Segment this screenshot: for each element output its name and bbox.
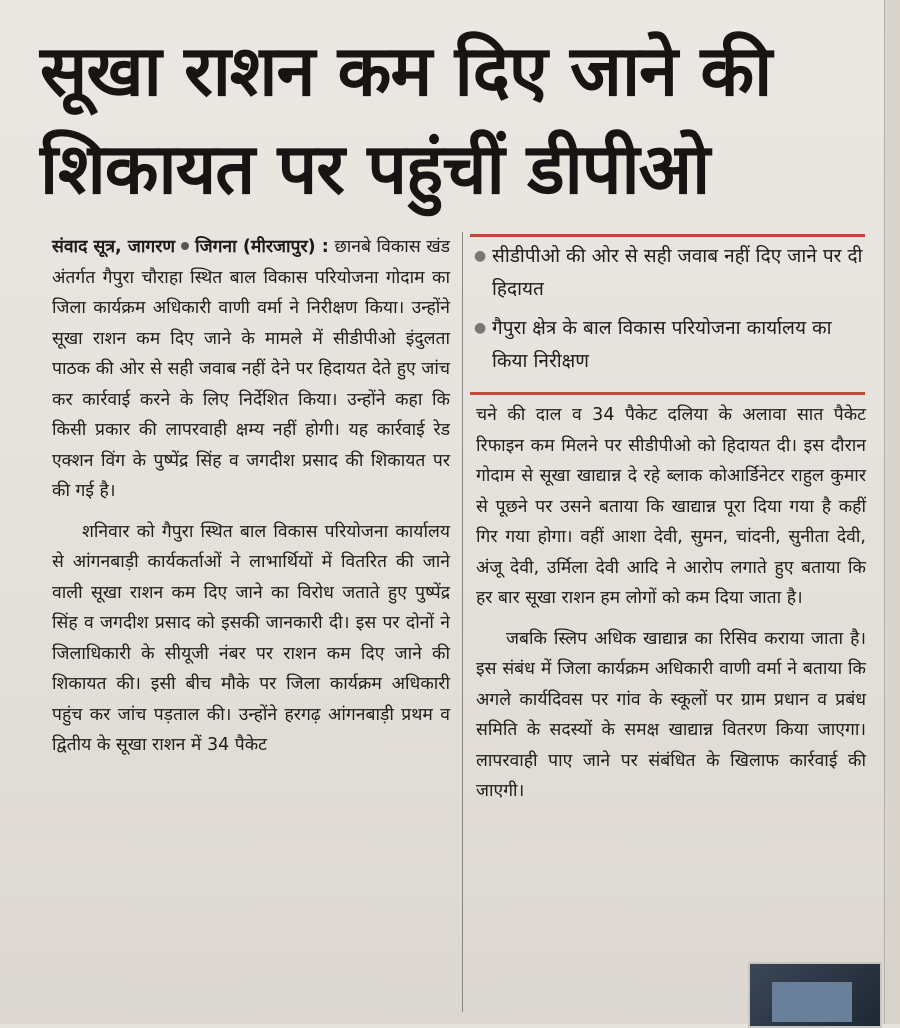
- photo-thumbnail: [748, 962, 882, 1028]
- highlights-box: [474, 240, 864, 384]
- headline-line-2: शिकायत पर पहुंचीं डीपीओ: [40, 128, 710, 210]
- article-paragraph-2: शनिवार को गैपुरा स्थित बाल विकास परियोजना कार्यालय से आंगनबाड़ी कार्यकर्ताओं ने लाभार्थियों में वितरित की जाने वाली सूखा राशन कम दिए जाने का विरोध जताते हुए पुष्पेंद्र सिंह व जगदीश प्रसाद को इसकी जानकारी दी। इस पर दोनों ने जिलाधिकारी के सीयूजी नंबर पर राशन कम दिए जाने की शिकायत की। इसी बीच मौके पर जिला कार्यक्रम अधिकारी पहुंच कर जांच पड़ताल की। उन्होंने हरगढ़ आंगनबाड़ी प्रथम व द्वितीय के सूखा राशन में 34 पैकेट: [52, 521, 450, 755]
- highlights-top-rule: [470, 234, 865, 237]
- dateline-place: जिगना (मीरजापुर) :: [195, 237, 329, 257]
- headline: [40, 22, 870, 218]
- headline-line-1: सूखा राशन कम दिए जाने की: [40, 30, 772, 112]
- article-paragraph-4: जबकि स्लिप अधिक खाद्यान्न का रिसिव कराया जाता है। इस संबंध में जिला कार्यक्रम अधिकारी वाणी वर्मा ने बताया कि अगले कार्यदिवस पर गांव के स्कूलों पर ग्राम प्रधान व प्रबंध समिति के सदस्यों के समक्ष खाद्यान्न वितरण किया जाएगा। लापरवाही पाए जाने पर संबंधित के खिलाफ कार्रवाई की जाएगी।: [476, 628, 866, 801]
- highlight-text: गैपुरा क्षेत्र के बाल विकास परियोजना कार्यालय का किया निरीक्षण: [492, 317, 832, 372]
- highlights-bottom-rule: [470, 392, 865, 395]
- article-paragraph-1: [52, 232, 450, 507]
- highlight-item: [474, 312, 864, 378]
- column-divider: [462, 232, 463, 1012]
- highlight-text: सीडीपीओ की ओर से सही जवाब नहीं दिए जाने पर दी हिदायत: [492, 245, 863, 300]
- highlight-item: [474, 240, 864, 306]
- article-paragraph-3: चने की दाल व 34 पैकेट दलिया के अलावा सात पैकेट रिफाइन कम मिलने पर सीडीपीओ को हिदायत दी। इस दौरान गोदाम से सूखा खाद्यान्न दे रहे ब्लाक कोआर्डिनेटर राहुल कुमार से पूछने पर उसने बताया कि खाद्यान्न पूरा दिया गया है कहीं गिर गया होगा। वहीं आशा देवी, सुमन, चांदनी, सुनीता देवी, अंजू देवी, उर्मिला देवी आदि ने आरोप लगाते हुए बताया कि हर बार सूखा राशन हम लोगों को कम दिया जाता है।: [476, 405, 866, 608]
- page-edge: [884, 0, 900, 1024]
- left-column: [52, 232, 450, 761]
- bullet-icon: ●: [474, 248, 487, 264]
- dateline-separator-icon: [181, 242, 189, 250]
- left-para-1-text: छानबे विकास खंड अंतर्गत गैपुरा चौराहा स्थित बाल विकास परियोजना गोदाम का जिला कार्यक्रम अधिकारी वाणी वर्मा ने निरीक्षण किया। उन्होंने सूखा राशन कम दिए जाने के मामले में सीडीपीओ इंदुलता पाठक की ओर से सही जवाब नहीं देने पर हिदायत देते हुए जांच कर कार्रवाई करने के लिए निर्देशित किया। उन्होंने कहा कि किसी प्रकार की लापरवाही क्षम्य नहीं होगी। यह कार्रवाई रेड एक्शन विंग के पुष्पेंद्र सिंह व जगदीश प्रसाद की शिकायत पर की गई है।: [52, 237, 450, 501]
- right-column: [476, 400, 866, 807]
- dateline-source: संवाद सूत्र, जागरण: [52, 237, 176, 257]
- photo-screen: [772, 982, 852, 1022]
- bullet-icon: ●: [474, 320, 487, 336]
